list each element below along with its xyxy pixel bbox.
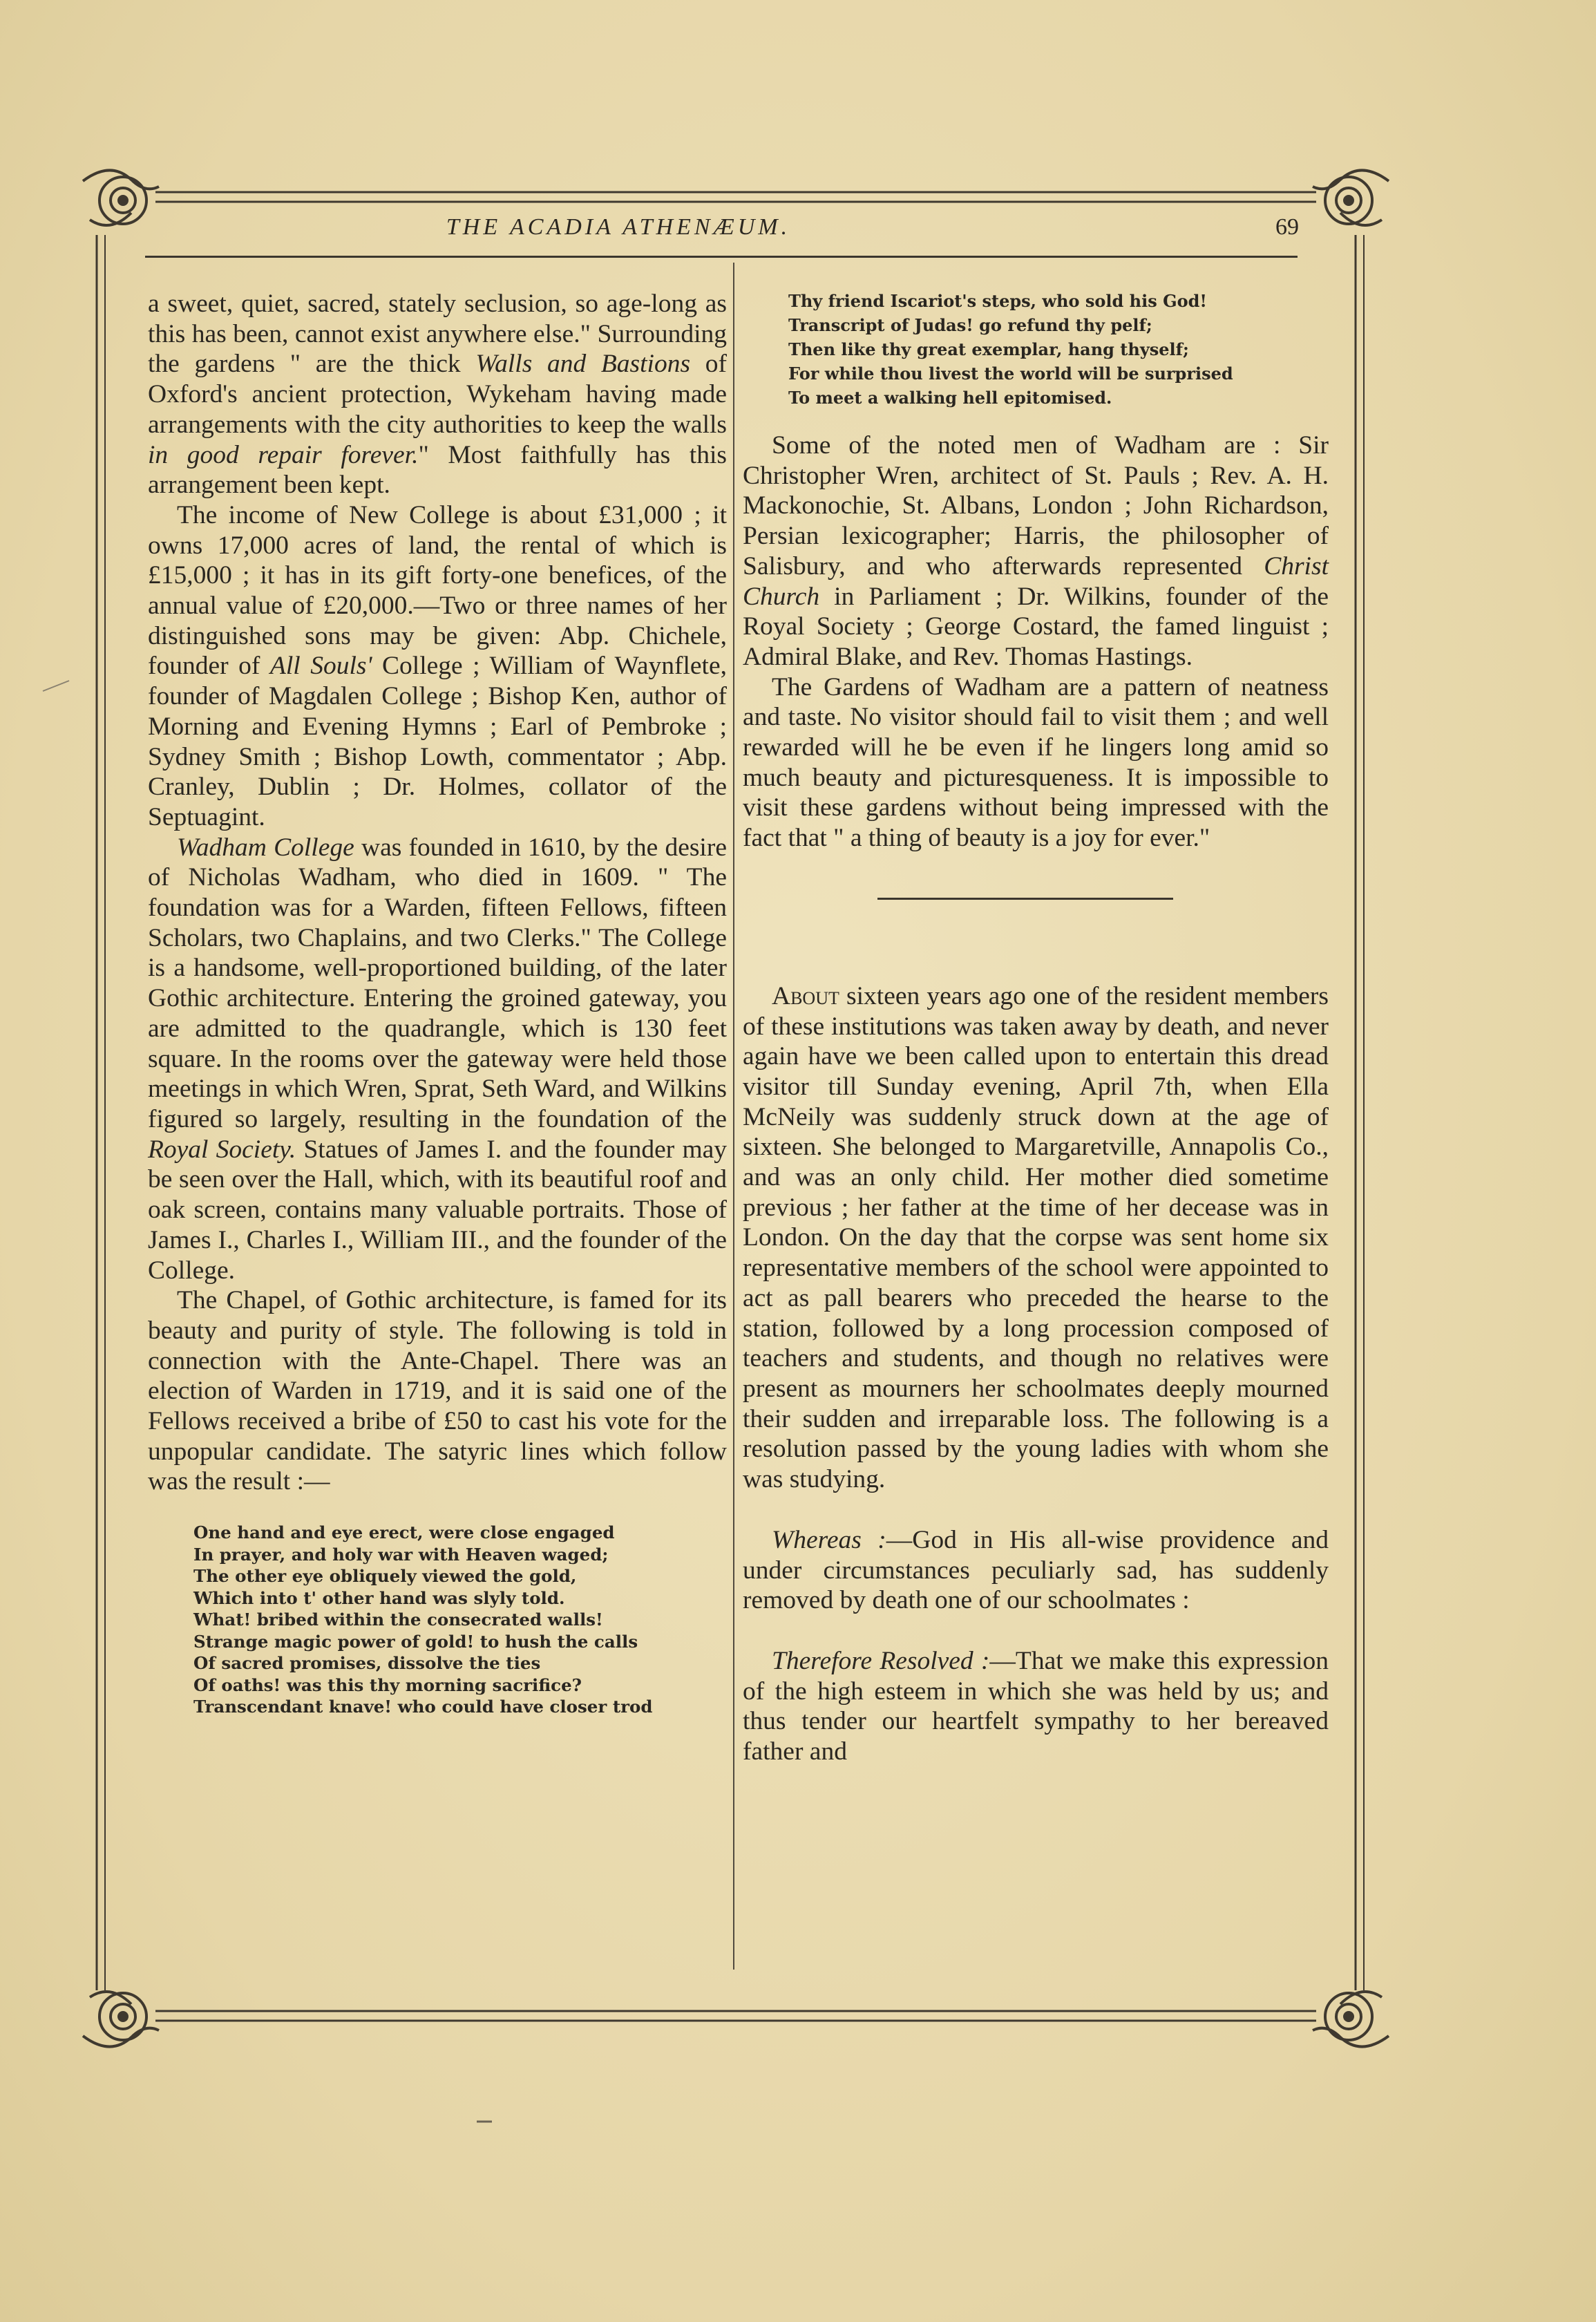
paragraph-chapel: The Chapel, of Gothic architecture, is famed for its beauty and purity of style. The following is told in connection with the Ante-Chapel. There was an election of Warden in 1719, and it is said one of the Fellows received a bribe of £50 to cast his vote for the unpopular candidate. The satyric lines which follow was the result :— (148, 1286, 727, 1496)
running-title: THE ACADIA ATHENÆUM. (446, 214, 791, 240)
verse-line: What! bribed within the consecrated walls! (193, 1610, 603, 1630)
paragraph-seclusion: a sweet, quiet, sacred, stately seclusion, so age-long as this has been, cannot exist anywhere else." Surrounding the gardens " are the thick Walls and Bastions of Oxford's ancient protection, Wykeham having made arrangements with the city authorities to keep the walls in good repair forever." Most faithfully has this arrangement been kept. (148, 290, 727, 500)
left-column (148, 289, 727, 1718)
paragraph-obituary: About sixteen years ago one of the resident members of these institutions was taken away by death, and never again have we been called upon to entertain this dread visitor till Sunday evening, April 7th, when Ella McNeily was suddenly struck down at the age of sixteen. She belonged to Margaretville, Annapolis Co., and was an only child. Her mother died sometime previous ; her father at the time of her decease was in London. On the day that the corpse was sent home six representative members of the school were appointed to act as pall bearers who preceded the hearse to the station, followed by a long procession composed of teachers and students, and though no relatives were present as mourners her schoolmates deeply mourned their sudden and irreparable loss. The following is a resolution passed by the young ladies with whom she was studying. (743, 981, 1329, 1494)
verse-line: Of oaths! was this thy morning sacrifice? (193, 1674, 582, 1695)
verse-line: Strange magic power of gold! to hush the calls (193, 1631, 638, 1652)
verse-line: Transcendant knave! who could have closer trod (193, 1697, 653, 1717)
header-rule (145, 256, 1298, 258)
verse-line: Of sacred promises, dissolve the ties (193, 1653, 541, 1674)
verse-line: The other eye obliquely viewed the gold, (193, 1566, 577, 1587)
verse-line: For while thou livest the world will be surprised (788, 364, 1233, 384)
satyric-verse-continued (788, 289, 1329, 410)
verse-line: In prayer, and holy war with Heaven waged; (193, 1544, 609, 1565)
verse-line: To meet a walking hell epitomised. (788, 388, 1112, 408)
page-number: 69 (1275, 214, 1299, 240)
paragraph-gardens: The Gardens of Wadham are a pattern of neatness and taste. No visitor should fail to visit them ; and well rewarded will he be even if he lingers long amid so much beauty and picturesqueness. It is impossible to visit these gardens without being impressed with the fact that " a thing of beauty is a joy for ever." (743, 672, 1329, 853)
satyric-verse (193, 1522, 727, 1718)
right-column (743, 289, 1329, 1767)
verse-line: Thy friend Iscariot's steps, who sold his God! (788, 291, 1207, 311)
paragraph-whereas: Whereas :—God in His all-wise providence and under circumstances peculiarly sad, has suddenly removed by death one of our schoolmates : (743, 1525, 1329, 1615)
section-divider (877, 898, 1173, 900)
paragraph-noted-men: Some of the noted men of Wadham are : Sir Christopher Wren, architect of St. Pauls ; Rev. A. H. Mackonochie, St. Albans, London ; John Richardson, Persian lexicographer; Harris, the philosopher of Salisbury, and who afterwards represented Christ Church in Parliament ; Dr. Wilkins, founder of the Royal Society ; George Costard, the famed linguist ; Admiral Blake, and Rev. Thomas Hastings. (743, 431, 1329, 671)
paragraph-new-college-income: The income of New College is about £31,000 ; it owns 17,000 acres of land, the rental of which is £15,000 ; it has in its gift forty-one benefices, of the annual value of £20,000.—Two or three names of her distinguished sons may be given: Abp. Chichele, founder of All Souls' College ; William of Waynflete, founder of Magdalen College ; Bishop Ken, author of Morning and Evening Hymns ; Earl of Pembroke ; Sydney Smith ; Bishop Lowth, commentator ; Abp. Cranley, Dublin ; Dr. Holmes, collator of the Septuagint. (148, 500, 727, 831)
verse-line: Transcript of Judas! go refund thy pelf; (788, 315, 1152, 335)
verse-line: One hand and eye erect, were close engaged (193, 1522, 615, 1543)
page-header (159, 214, 1347, 253)
paragraph-resolved: Therefore Resolved :—That we make this expression of the high esteem in which she was held by us; and thus tender our heartfelt sympathy to her bereaved father and (743, 1646, 1329, 1766)
verse-line: Which into t' other hand was slyly told. (193, 1587, 565, 1608)
verse-line: Then like thy great exemplar, hang thyself; (788, 339, 1189, 359)
column-divider (733, 263, 734, 1970)
paragraph-wadham-college: Wadham College was founded in 1610, by the desire of Nicholas Wadham, who died in 1609. " The foundation was for a Warden, fifteen Fellows, fifteen Scholars, two Chaplains, and two Clerks." The College is a handsome, well-proportioned building, of the later Gothic architecture. Entering the groined gateway, you are admitted to the quadrangle, which is 130 feet square. In the rooms over the gateway were held those meetings in which Wren, Sprat, Seth Ward, and Wilkins figured so largely, resulting in the foundation of the Royal Society. Statues of James I. and the founder may be seen over the Hall, which, with its beautiful roof and oak screen, contains many valuable portraits. Those of James I., Charles I., William III., and the founder of the College. (148, 833, 728, 1285)
